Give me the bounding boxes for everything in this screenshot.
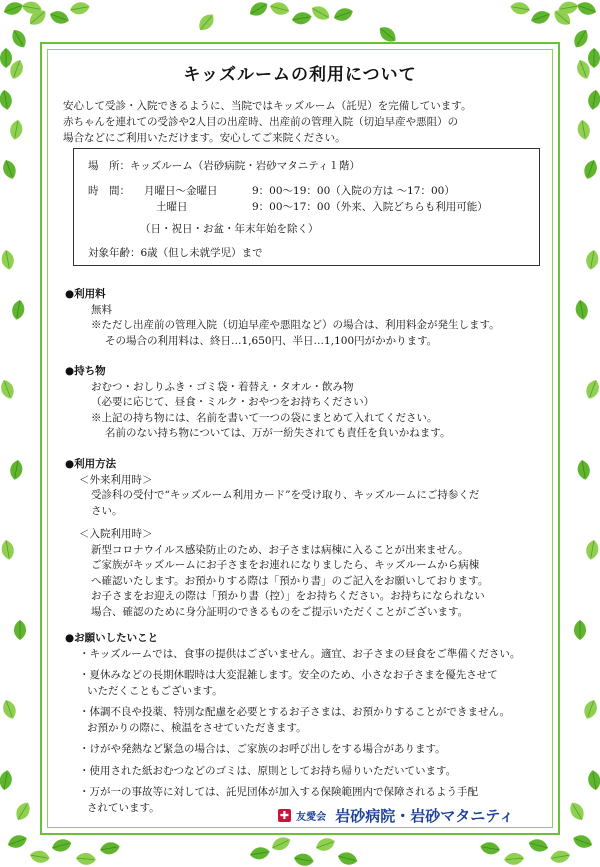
intro-line: 安心して受診・入院できるように、当院ではキッズルーム（託児）を完備しています。 [63, 100, 472, 112]
items-line: 名前のない持ち物については、万が一紛失されても責任を負いかねます。 [105, 427, 451, 439]
section-heading: ●持ち物 [65, 365, 106, 377]
intro-text [63, 98, 543, 146]
weekday-label: 月曜日～金曜日 [144, 185, 218, 197]
request-line: ・万が一の事故等に対しては、託児団体が加入する保険範囲内で保障されるよう手配 [79, 786, 478, 798]
target-age: 対象年齢：6歳（但し未就学児）まで [88, 247, 263, 259]
saturday-label: 土曜日 [156, 201, 188, 213]
intro-line: 場合などにご利用いただけます。安心してご来院ください。 [63, 132, 346, 144]
request-line: ・使用された紙おむつなどのゴミは、原則としてお持ち帰りいただいています。 [79, 764, 457, 777]
inpatient-line: ご家族がキッズルームにお子さまをお連れになりましたら、キッズルームから病棟 [91, 559, 480, 571]
info-box [73, 148, 540, 266]
intro-line: 赤ちゃんを連れての受診や2人目の出産時、出産前の管理入院（切迫早産や悪阻）の [63, 116, 459, 128]
request-line: いただくこともございます。 [87, 684, 223, 697]
inpatient-line: 新型コロナウイルス感染防止のため、お子さまは病棟に入ることが出来ません。 [91, 543, 469, 556]
hospital-logo [278, 805, 514, 826]
request-line: ・夏休みなどの長期休暇時は大変混雑します。安全のため、小さなお子さまを優先させて [79, 669, 498, 681]
items-line: （必要に応じて、昼食・ミルク・おやつをお持ちください） [91, 396, 375, 408]
items-line: ※上記の持ち物には、名前を書いて一つの袋にまとめて入れてください。 [91, 411, 438, 424]
cross-logo-icon: ✚ [279, 809, 290, 822]
section-heading: ●お願いしたいこと [65, 632, 159, 644]
inpatient-line: へ確認いたします。お預かりする際は「預かり書」のご記入をお願いしております。 [91, 574, 489, 587]
inpatient-line: 場合、確認のために身分証明のできるものをご提示いただくことがございます。 [91, 605, 469, 618]
fee-line: 無料 [91, 303, 112, 316]
section-heading: ●利用料 [65, 288, 106, 300]
request-line: されています。 [87, 801, 160, 814]
inpatient-line: お子さまをお迎えの際は「預かり書（控）」をお持ちください。お持ちになられない [91, 590, 485, 602]
items-section [65, 364, 555, 442]
outpatient-line: さい。 [91, 504, 123, 517]
fee-line: その場合の利用料は、終日…1,650円、半日…1,100円がかかります。 [105, 334, 438, 347]
request-line: ・体調不良や投薬、特別な配慮を必要とするお子さまは、お預かりすることができません。 [79, 706, 511, 718]
outpatient-line: 受診科の受付で“キッズルーム利用カード”を受け取り、キッズルームにご持参くだ [91, 489, 480, 501]
section-heading: ●利用方法 [65, 458, 117, 470]
page-title: キッズルームの利用について [183, 65, 417, 85]
outpatient-heading: ＜外来利用時＞ [79, 473, 153, 486]
request-line: ・キッズルームでは、食事の提供はございません。適宜、お子さまの昼食をご準備ください。 [79, 647, 521, 660]
saturday-time: 9：00～17：00（外来、入院どちらも利用可能） [252, 201, 488, 213]
weekday-time: 9：00～19：00（入院の方は ～17：00） [252, 185, 455, 197]
usage-section [65, 457, 555, 620]
place-text: 場 所：キッズルーム（岩砂病院・岩砂マタニティ１階） [88, 160, 360, 172]
request-line: ・けがや発熱など緊急の場合は、ご家族のお呼び出しをする場合があります。 [79, 743, 446, 755]
organization-name: 友愛会 [296, 812, 327, 823]
hospital-name: 岩砂病院・岩砂マタニティ [335, 807, 514, 825]
fee-section [65, 287, 555, 349]
holiday-note: （日・祝日・お盆・年末年始を除く） [140, 223, 319, 235]
inpatient-heading: ＜入院利用時＞ [79, 528, 153, 540]
time-label: 時 間： [88, 185, 130, 197]
requests-section [65, 631, 555, 816]
fee-line: ※ただし出産前の管理入院（切迫早産や悪阻など）の場合は、利用料金が発生します。 [91, 319, 500, 331]
request-line: お預かりの際に、検温をさせていただきます。 [87, 721, 307, 734]
items-line: おむつ・おしりふき・ゴミ袋・着替え・タオル・飲み物 [91, 380, 354, 393]
